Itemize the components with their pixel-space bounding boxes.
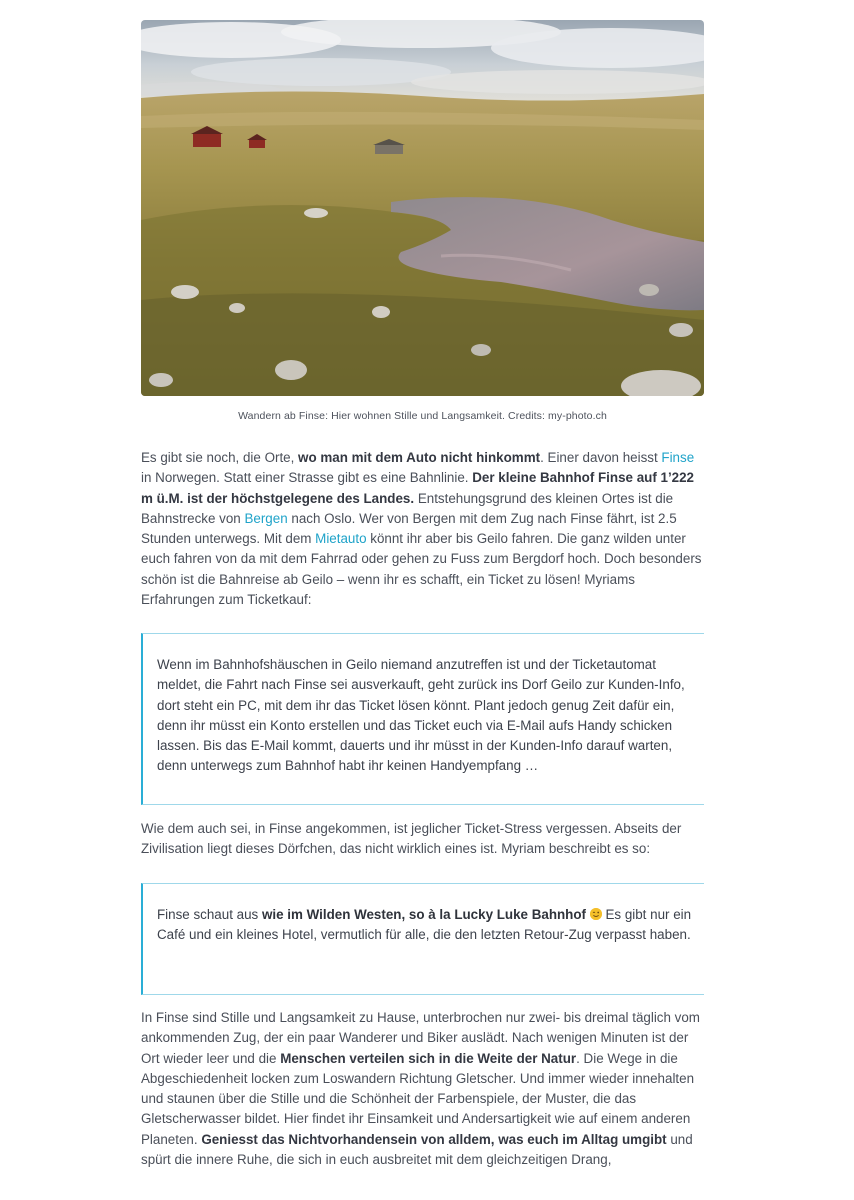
blockquote-ticket	[141, 633, 704, 805]
bold-text: wie im Wilden Westen, so à la Lucky Luke Bahnhof	[261, 907, 587, 922]
bold-text: Der kleine Bahnhof Finse auf 1’222 m ü.M. ist der höchstgelegene des Landes.	[141, 470, 695, 506]
link-mietauto[interactable]: Mietauto	[315, 531, 367, 547]
paragraph-arrival: Wie dem auch sei, in Finse angekommen, ist jeglicher Ticket-Stress vergessen. Abseits der Zivilisation liegt dieses Dörfchen, das nicht wirklich eines ist. Myriam beschreibt es so:	[141, 821, 682, 857]
bold-text: Geniesst das Nichtvorhandensein von alldem, was euch im Alltag umgibt	[201, 1131, 667, 1147]
bold-text: Menschen verteilen sich in die Weite der Natur	[280, 1050, 577, 1066]
bold-text: wo man mit dem Auto nicht hinkommt	[298, 450, 541, 465]
photo-caption: Wandern ab Finse: Hier wohnen Stille und Langsamkeit. Credits: my-photo.ch	[238, 410, 607, 422]
article-photo	[141, 20, 704, 396]
link-bergen[interactable]: Bergen	[244, 510, 288, 526]
link-finse[interactable]: Finse	[661, 450, 695, 465]
blockquote-finse: Finse schaut aus wie im Wilden Westen, so à la Lucky Luke Bahnhof Es gibt nur ein Café und ein kleines Hotel, vermutlich für alle, die den letzten Retour-Zug verpasst haben.	[141, 883, 704, 995]
paragraph-stillness: In Finse sind Stille und Langsamkeit zu Hause, unterbrochen nur zwei- bis dreimal täglich vom ankommenden Zug, der ein paar Wanderer und Biker auslädt. Nach wenigen Minuten ist der Ort wieder leer und die Menschen verteilen sich in die Weite der Natur. Die Wege in die Abgeschiedenheit locken zum Loswandern Richtung Gletscher. Und immer wieder innehalten und staunen über die Stille und die Schönheit der Farbenspiele, der Muster, die das Gletscherwasser bildet. Hier findet ihr Einsamkeit und Andersartigkeit wie auf einem anderen Planeten. Geniesst das Nichtvorhandensein von alldem, was euch im Alltag umgibt und spürt die innere Ruhe, die sich in euch ausbreitet mit dem gleichzeitigen Drang,	[141, 1010, 700, 1168]
winking-face-icon	[590, 908, 602, 920]
quote-text: Wenn im Bahnhofshäuschen in Geilo niemand anzutreffen ist und der Ticketautomat meldet, die Fahrt nach Finse sei ausverkauft, geht zurück ins Dorf Geilo zur Kunden-Info, dort steht ein PC, mit dem ihr das Ticket lösen könnt. Plant jedoch genug Zeit dafür ein, denn ihr müsst ein Konto erstellen und das Ticket euch via E-Mail aufs Handy schicken lassen. Bis das E-Mail kommt, dauerts und ihr müsst in der Kunden-Info darauf warten, denn unterwegs zum Bahnhof habt ihr keinen Handyempfang …	[157, 657, 685, 774]
paragraph-intro: Es gibt sie noch, die Orte, wo man mit dem Auto nicht hinkommt. Einer davon heisst Finse in Norwegen. Statt einer Strasse gibt es eine Bahnlinie. Der kleine Bahnhof Finse auf 1’222 m ü.M. ist der höchstgelegene des Landes. Entstehungsgrund des kleinen Ortes ist die Bahnstrecke von Bergen nach Oslo. Wer von Bergen mit dem Zug nach Finse fährt, ist 2.5 Stunden unterwegs. Mit dem Mietauto könnt ihr aber bis Geilo fahren. Die ganz wilden unter euch fahren von da mit dem Fahrrad oder gehen zu Fuss zum Bergdorf hoch. Doch besonders schön ist die Bahnreise ab Geilo – wenn ihr es schafft, ein Ticket zu lösen! Myriams Erfahrungen zum Ticketkauf:	[141, 450, 702, 608]
